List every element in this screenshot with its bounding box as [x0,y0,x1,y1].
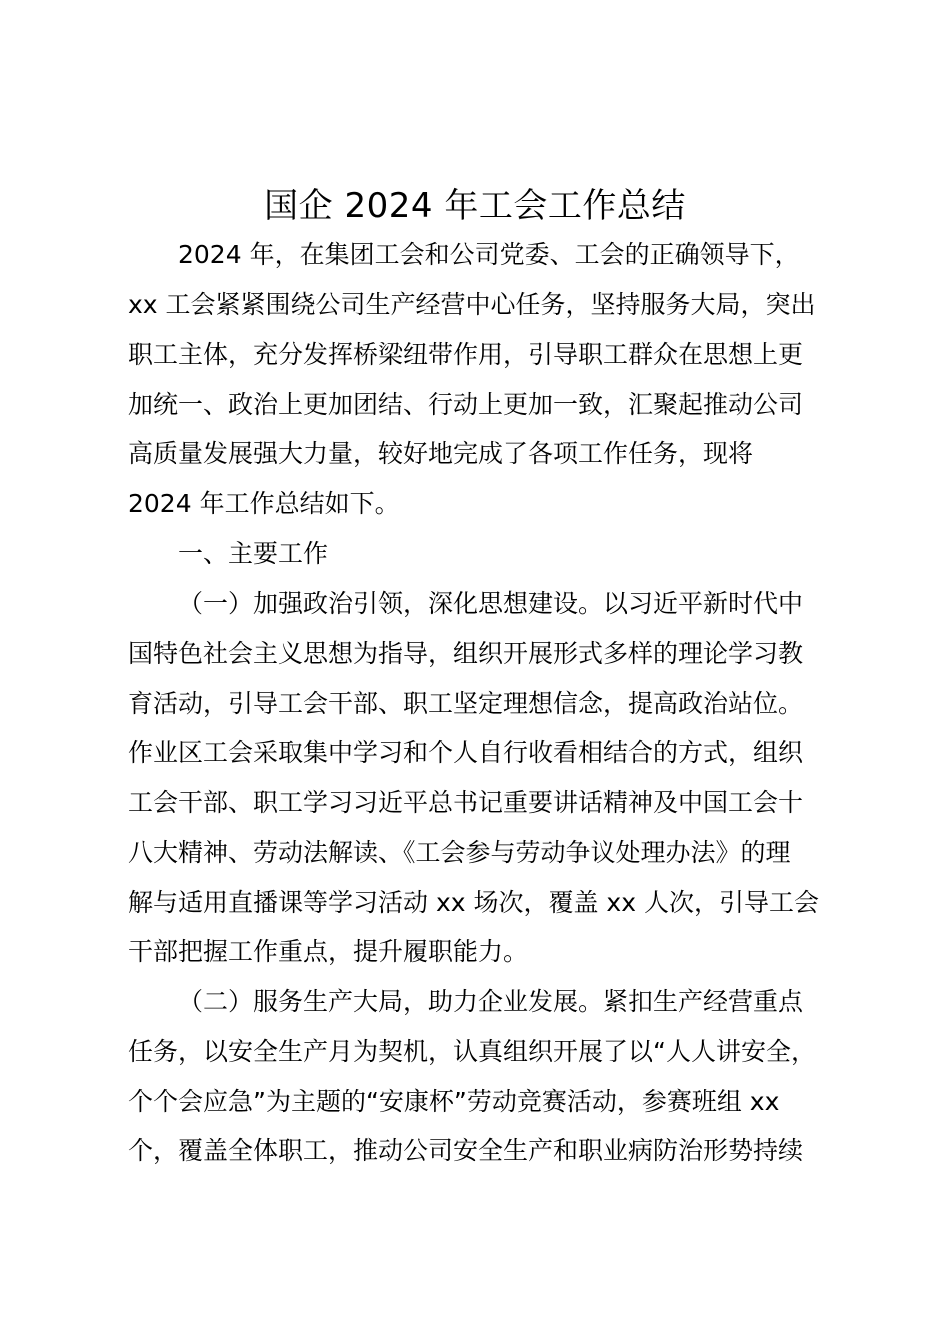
paragraph-line: 干部把握工作重点，提升履职能力。 [128,937,529,966]
section-heading: 一、主要工作 [178,539,329,568]
paragraph-line: 个个会应急”为主题的“安康杯”劳动竞赛活动，参赛班组 xx [128,1087,780,1116]
paragraph-line: 高质量发展强大力量，较好地完成了各项工作任务，现将 [128,439,754,468]
paragraph-line: 作业区工会采取集中学习和个人自行收看相结合的方式，组织 [128,738,804,767]
paragraph-line: （二）服务生产大局，助力企业发展。紧扣生产经营重点 [178,987,804,1016]
paragraph-line: 加统一、政治上更加团结、行动上更加一致，汇聚起推动公司 [128,390,804,419]
document-title: 国企 2024 年工会工作总结 [264,186,686,226]
paragraph-line: 育活动，引导工会干部、职工坚定理想信念，提高政治站位。 [128,689,804,718]
paragraph-line: 八大精神、劳动法解读、《工会参与劳动争议处理办法》的理 [128,838,791,867]
paragraph-line: 2024 年工作总结如下。 [128,489,400,518]
paragraph-line: 解与适用直播课等学习活动 xx 场次，覆盖 xx 人次，引导工会 [128,888,819,917]
paragraph-line: xx 工会紧紧围绕公司生产经营中心任务，坚持服务大局，突出 [128,290,816,319]
paragraph-line: （一）加强政治引领，深化思想建设。以习近平新时代中 [178,589,804,618]
paragraph-line: 任务，以安全生产月为契机，认真组织开展了以“人人讲安全， [128,1037,816,1066]
paragraph-line: 国特色社会主义思想为指导，组织开展形式多样的理论学习教 [128,639,804,668]
paragraph-line: 工会干部、职工学习习近平总书记重要讲话精神及中国工会十 [128,788,804,817]
paragraph-line: 个，覆盖全体职工，推动公司安全生产和职业病防治形势持续 [128,1136,804,1165]
paragraph-line: 2024 年，在集团工会和公司党委、工会的正确领导下， [178,240,800,269]
paragraph-line: 职工主体，充分发挥桥梁纽带作用，引导职工群众在思想上更 [128,340,804,369]
